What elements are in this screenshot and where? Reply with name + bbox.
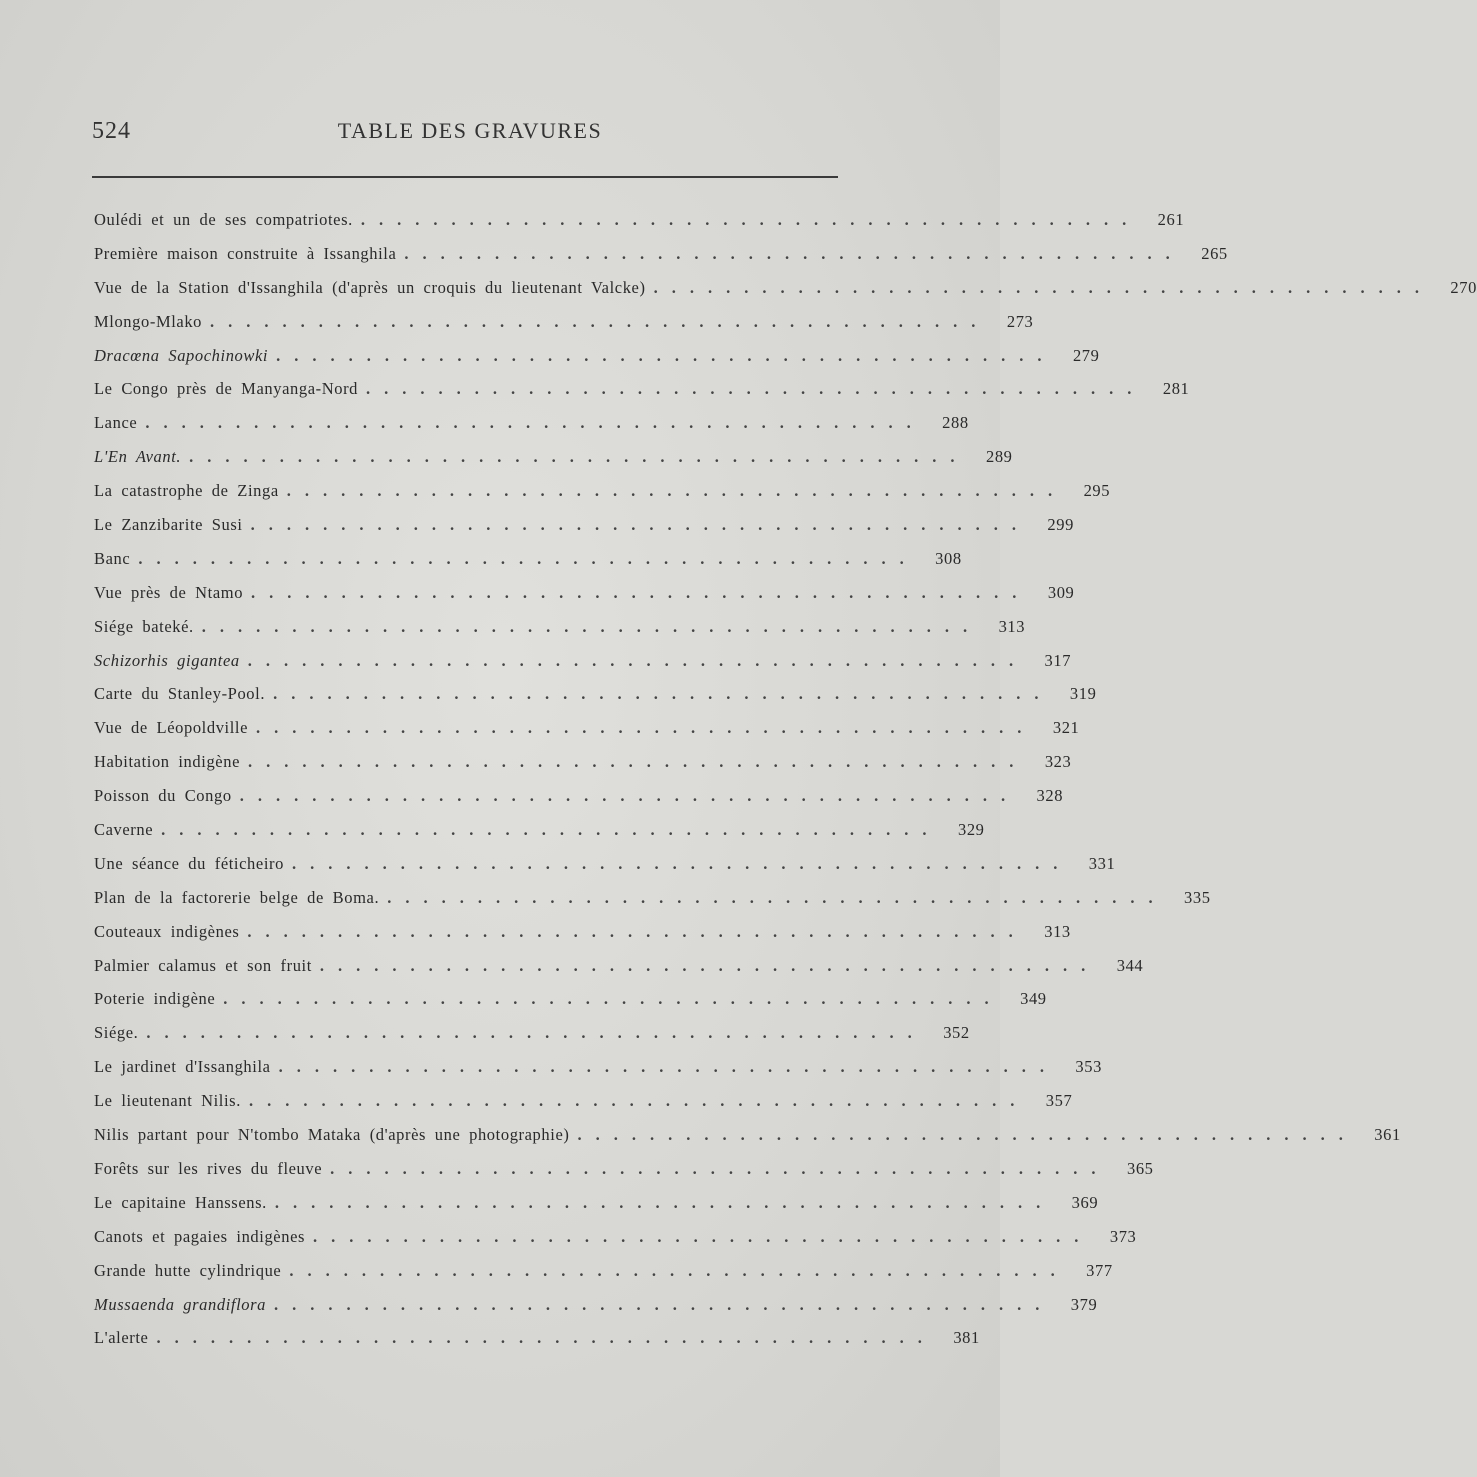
toc-dot-leader: ........................................... [247,650,1028,670]
toc-entry-page: 381 [953,1328,980,1348]
toc-entry-title: Plan de la factorerie belge de Boma. [94,887,380,907]
toc-entry [94,1057,1102,1091]
toc-dot-leader: ........................................... [156,1328,936,1348]
toc-entry-title: Vue de la Station d'Issanghila (d'après un croquis du lieutenant Valcke) [94,277,646,297]
toc-entry [94,955,1144,990]
toc-entry-title: Siége bateké. [94,616,194,636]
toc-entry [94,887,1211,922]
toc-dot-leader: ........................................... [138,548,918,568]
toc-entry [94,210,1185,244]
toc-entry-page: 328 [1036,786,1064,806]
toc-entry-page: 379 [1070,1294,1098,1314]
toc-entry-page: 279 [1072,345,1100,365]
toc-dot-leader: ........................................... [247,921,1027,941]
toc-entry [94,684,1097,718]
toc-dot-leader: ........................................... [330,1158,1110,1178]
toc-entry-page: 265 [1201,243,1228,263]
toc-dot-leader: ........................................... [577,1125,1357,1145]
toc-entry-title: Banc [94,548,131,568]
toc-entry-title: Poterie indigène [94,989,216,1009]
toc-entry-page: 361 [1374,1125,1401,1145]
toc-entry-title: Le lieutenant Nilis. [94,1091,241,1111]
toc-entry [94,1091,1073,1125]
toc-entry [94,921,1071,956]
toc-dot-leader: ........................................... [145,413,925,433]
toc-entry-page: 373 [1109,1226,1137,1246]
toc-entry [94,481,1111,515]
toc-entry-page: 270 [1450,277,1477,297]
toc-dot-leader: ........................................... [360,210,1141,229]
toc-entry [94,1192,1099,1227]
toc-entry [94,718,1080,752]
running-title: TABLE DES GRAVURES [337,118,603,143]
toc-entry [94,820,985,854]
toc-entry-page: 261 [1157,210,1185,229]
toc-entry-title: Carte du Stanley-Pool. [94,684,266,704]
toc-dot-leader: ........................................... [223,989,1003,1009]
toc-entry [94,1125,1401,1159]
toc-entry-title: Schizorhis gigantea [94,650,240,670]
toc-entry-page: 357 [1045,1091,1073,1111]
toc-entry-page: 309 [1047,582,1075,602]
toc-entry [94,786,1064,820]
toc-dot-leader: ........................................... [161,820,941,840]
header-rule [92,176,838,178]
toc-entry-title: Oulédi et un de ses compatriotes. [94,210,353,229]
toc-entry-page: 299 [1047,515,1074,535]
toc-entry-page: 365 [1126,1158,1154,1178]
toc-entry [94,447,1013,481]
toc-dot-leader: ........................................... [273,1294,1054,1314]
toc-dot-leader: ........................................... [239,786,1020,806]
toc-entry-page: 344 [1116,955,1144,975]
toc-dot-leader: ........................................... [256,718,1036,738]
toc-entry [94,1294,1098,1329]
toc-entry [94,650,1072,685]
toc-dot-leader: ........................................... [201,616,982,636]
toc-entry-page: 377 [1086,1260,1113,1280]
toc-dot-leader: ........................................... [210,311,990,331]
toc-dot-leader: ........................................... [250,515,1030,535]
toc-entry-page: 329 [957,820,985,840]
toc-dot-leader: ........................................... [289,1260,1069,1280]
toc-entry-title: Dracœna Sapochinowki [94,345,269,365]
toc-entry-title: Palmier calamus et son fruit [94,955,312,975]
toc-entry-title: Canots et pagaies indigènes [94,1226,306,1246]
toc-entry-title: Vue près de Ntamo [94,582,244,602]
toc-dot-leader: ........................................... [251,582,1031,602]
toc-dot-leader: ........................................... [248,752,1028,772]
toc-entry-title: Caverne [94,820,154,840]
toc-entry [94,752,1072,786]
toc-entry-page: 323 [1044,752,1072,772]
toc-entry [94,277,1477,312]
toc-entry-page: 353 [1075,1057,1102,1077]
toc-entry [94,345,1100,380]
toc-entry [94,853,1116,888]
toc-entry [94,1260,1113,1295]
illustrations-list [94,210,1477,1362]
toc-entry [94,1328,980,1362]
toc-entry-title: Nilis partant pour N'tombo Mataka (d'après une photographie) [94,1125,570,1145]
toc-dot-leader: ........................................... [286,481,1067,501]
toc-dot-leader: ........................................... [248,1091,1029,1111]
toc-dot-leader: ........................................... [273,684,1053,704]
toc-entry-title: Le capitaine Hanssens. [94,1192,267,1212]
toc-entry-title: Habitation indigène [94,752,240,772]
toc-entry [94,548,962,583]
toc-entry-title: Le Zanzibarite Susi [94,515,243,535]
toc-dot-leader: ........................................... [653,277,1433,297]
toc-entry-title: Siége. [94,1023,139,1043]
toc-entry-page: 369 [1071,1192,1099,1212]
toc-dot-leader: ........................................... [189,447,969,467]
toc-entry-title: Mlongo-Mlako [94,311,203,331]
toc-entry-page: 317 [1044,650,1072,670]
toc-entry-title: Forêts sur les rives du fleuve [94,1158,323,1178]
toc-entry [94,243,1228,278]
toc-entry-page: 281 [1162,379,1190,399]
toc-entry-title: Le Congo près de Manyanga-Nord [94,379,359,399]
toc-entry-title: La catastrophe de Zinga [94,481,279,501]
toc-entry-title: Poisson du Congo [94,786,232,806]
toc-dot-leader: ........................................... [387,887,1167,907]
toc-entry-page: 295 [1083,481,1111,501]
toc-entry-title: Première maison construite à Issanghila [94,243,397,263]
toc-entry-page: 335 [1184,887,1211,907]
toc-entry [94,311,1034,346]
toc-dot-leader: ........................................... [313,1226,1093,1246]
toc-dot-leader: ........................................... [274,1192,1055,1212]
toc-entry-page: 273 [1006,311,1034,331]
toc-entry-page: 352 [943,1023,970,1043]
toc-entry [94,413,969,447]
toc-entry-title: Grande hutte cylindrique [94,1260,282,1280]
toc-entry-page: 313 [1044,921,1071,941]
toc-entry [94,1226,1137,1261]
toc-dot-leader: ........................................... [366,379,1146,399]
toc-dot-leader: ........................................... [276,345,1056,365]
toc-entry-page: 321 [1052,718,1080,738]
toc-entry-page: 288 [942,413,969,433]
toc-entry-title: Vue de Léopoldville [94,718,249,738]
toc-entry-page: 313 [998,616,1026,636]
toc-entry-title: Couteaux indigènes [94,921,240,941]
toc-entry-page: 319 [1069,684,1097,704]
toc-entry-page: 308 [935,548,962,568]
toc-dot-leader: ........................................... [291,853,1072,873]
toc-entry-page: 349 [1020,989,1047,1009]
toc-entry-title: Une séance du féticheiro [94,853,284,873]
toc-entry-title: L'En Avant. [94,447,182,467]
toc-entry [94,1023,970,1057]
toc-dot-leader: ........................................... [278,1057,1058,1077]
toc-dot-leader: ........................................... [146,1023,926,1043]
toc-entry [94,989,1047,1023]
toc-entry [94,515,1074,549]
toc-entry [94,1158,1154,1193]
toc-entry-title: Mussaenda grandiflora [94,1294,266,1314]
toc-entry [94,379,1190,413]
page-number: 524 [92,118,131,144]
toc-entry [94,582,1075,617]
toc-entry-page: 289 [985,447,1013,467]
toc-entry [94,616,1026,651]
toc-entry-title: Le jardinet d'Issanghila [94,1057,271,1077]
toc-dot-leader: ........................................... [404,243,1184,263]
toc-entry-title: Lance [94,413,138,433]
toc-entry-page: 331 [1088,853,1116,873]
toc-entry-title: L'alerte [94,1328,149,1348]
toc-dot-leader: ........................................... [319,955,1100,975]
